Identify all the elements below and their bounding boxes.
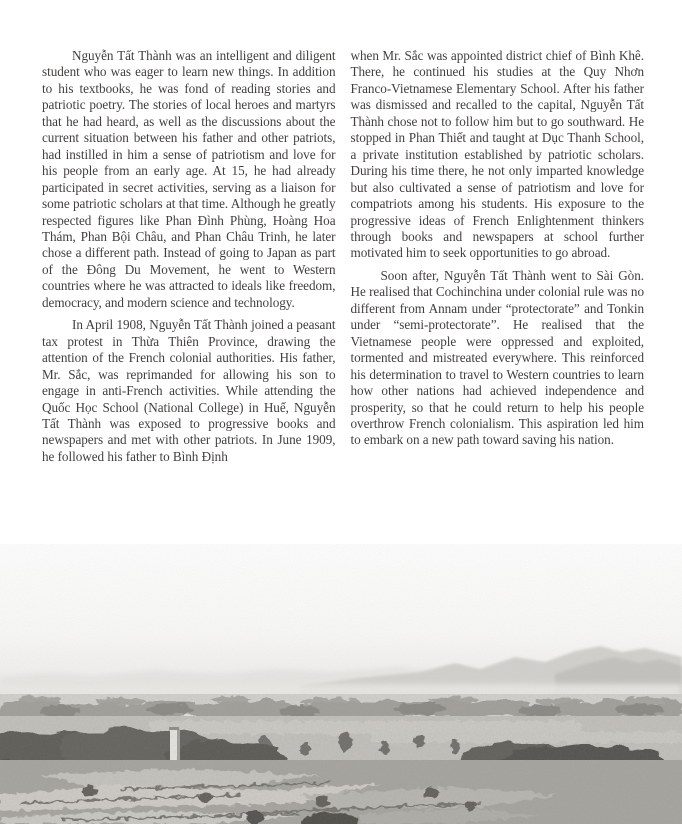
paragraph: In April 1908, Nguyễn Tất Thành joined a peasant tax protest in Thừa Thiên Province, drawing the attention of the French colonial authorities. His father, Mr. Sắc, was reprimanded for allowing his son to engage in anti-French activities. While attending the Quốc Học School (National College) in Huế, Nguyễn Tất Thành was exposed to progressive books and newspapers and met with other patriots. In June 1909, he followed his father to Bình Định <box>42 317 336 464</box>
photo-grain-lower <box>0 694 682 824</box>
paragraph: Nguyễn Tất Thành was an intelligent and diligent student who was eager to learn new things. In addition to his textbooks, he was fond of reading stories and patriotic poetry. The stories of local heroes and martyrs that he had heard, as well as the discussions about the current situation between his father and other patriots, had instilled in him a sense of patriotism and love for his people from an early age. At 15, he had already participated in secret activities, serving as a liaison for some patriotic scholars at that time. Although he greatly respected figures like Phan Đình Phùng, Hoàng Hoa Thám, Phan Bội Châu, and Phan Châu Trinh, he later chose a different path. Instead of going to Japan as part of the Đông Du Movement, he went to Western countries where he was attracted to ideals like freedom, democracy, and modern science and technology. <box>42 48 336 310</box>
body-text <box>42 48 644 465</box>
paragraph: when Mr. Sắc was appointed district chief of Bình Khê. There, he continued his studies at the Quy Nhơn Franco-Vietnamese Elementary School. After his father was dismissed and recalled to the capital, Nguyễn Tất Thành chose not to follow him but to go southward. He stopped in Phan Thiết and taught at Dục Thanh School, a private institution established by patriotic scholars. During his time there, he not only imparted knowledge but also cultivated a sense of patriotism and love for compatriots among his students. His exposure to the progressive ideas of French Enlightenment thinkers through books and newspapers at school further motivated him to seek opportunities to go abroad. <box>350 48 644 261</box>
right-column <box>351 48 645 465</box>
left-column <box>42 48 336 465</box>
landscape-photo <box>0 544 682 824</box>
paragraph: Soon after, Nguyễn Tất Thành went to Sài Gòn. He realised that Cochinchina under colonial rule was no different from Annam under “protectorate” and Tonkin under “semi-protectorate”. He realised that the Vietnamese people were oppressed and exploited, tormented and mistreated everywhere. This reinforced his determination to travel to Western countries to learn how other nations had achieved independence and prosperity, so that he could return to help his people overthrow French colonialism. This aspiration led him to embark on a new path toward saving his nation. <box>350 267 644 448</box>
landscape-photo-art <box>0 544 682 824</box>
